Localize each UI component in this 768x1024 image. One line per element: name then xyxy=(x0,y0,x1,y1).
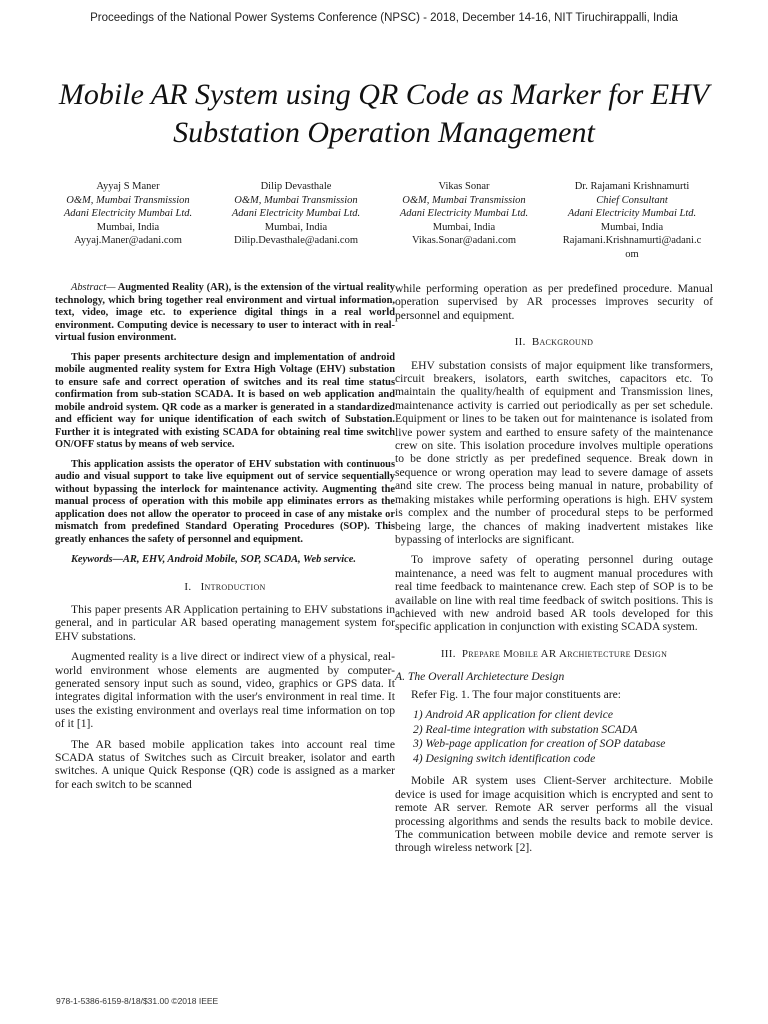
intro-paragraph-1: This paper presents AR Application pertaining to EHV substations in general, and in particular AR based operating management system for EHV substations. xyxy=(55,602,395,643)
author-name: Ayyaj S Maner xyxy=(96,181,160,192)
left-column xyxy=(55,282,395,798)
author-organization: Adani Electricity Mumbai Ltd. xyxy=(567,208,697,220)
abstract-paragraph-2: This paper presents architecture design and implementation of android mobile augmented reality system for Extra High Voltage (EHV) substation to ensure safe and correct operation of switches and its real time status confirmation from sub-station SCADA. It is based on web application and mobile android system. QR code as a marker is generated in a standardized and efficient way for unique identification of each switch of Substation. Further it is integrated with existing SCADA for obtaining real time switch ON/OFF status by means of web service. xyxy=(55,351,395,450)
author-organization: Adani Electricity Mumbai Ltd. xyxy=(231,208,361,220)
author-email: Vikas.Sonar@adani.com xyxy=(411,235,517,247)
author-city: Mumbai, India xyxy=(432,221,496,233)
list-item: 3) Web-page application for creation of SOP database xyxy=(413,737,666,751)
section-title: Prepare Mobile AR Archietecture Design xyxy=(461,647,668,660)
section-title: Introduction xyxy=(200,580,266,593)
keywords: Keywords—AR, EHV, Android Mobile, SOP, SCADA, Web service. xyxy=(71,554,356,565)
author-affiliation: Chief Consultant xyxy=(596,194,668,206)
copyright-footer: 978-1-5386-6159-8/18/$31.00 ©2018 IEEE xyxy=(56,996,219,1006)
intro-paragraph-3: The AR based mobile application takes into account real time SCADA status of Switches such as Circuit breaker, isolator and earth switches. A unique Quick Response (QR) code is assigned as a marker for each switch to be scanned xyxy=(55,737,395,791)
author-name: Vikas Sonar xyxy=(438,181,490,192)
list-item: 2) Real-time integration with substation SCADA xyxy=(413,722,638,736)
conference-header: Proceedings of the National Power Systems Conference (NPSC) - 2018, December 14-16, NIT Tiruchirappalli, India xyxy=(90,12,678,24)
author-email-continued: om xyxy=(625,248,639,260)
author-email: Dilip.Devasthale@adani.com xyxy=(234,235,358,247)
section-heading-background xyxy=(395,336,713,349)
author-affiliation: O&M, Mumbai Transmission xyxy=(234,194,358,206)
title-line-2: Substation Operation Management xyxy=(173,116,595,149)
author-4 xyxy=(544,180,720,262)
abstract xyxy=(55,282,395,546)
abstract-lead: Abstract— xyxy=(71,282,116,293)
continued-paragraph: while performing operation as per predefined procedure. Manual operation supervised by AR processes improves security of personnel and equipment. xyxy=(395,282,713,322)
author-organization: Adani Electricity Mumbai Ltd. xyxy=(399,208,529,220)
author-city: Mumbai, India xyxy=(600,221,664,233)
author-name: Dilip Devasthale xyxy=(260,181,332,192)
author-email: Ayyaj.Maner@adani.com xyxy=(74,235,182,247)
author-2 xyxy=(208,180,384,248)
design-intro: Refer Fig. 1. The four major constituents are: xyxy=(411,687,622,701)
author-city: Mumbai, India xyxy=(96,221,160,233)
intro-paragraph-2: Augmented reality is a live direct or indirect view of a physical, real-world environment whose elements are augmented by computer-generated sensory input such as sound, video, graphics or GPS data. It integrates digital information with the user's environment in real time. It uses the existing environment and overlays real time information on top of it [1]. xyxy=(55,650,395,731)
author-1 xyxy=(40,180,216,248)
section-heading-design xyxy=(395,648,713,661)
title-line-1: Mobile AR System using QR Code as Marker for EHV xyxy=(58,78,710,111)
right-column xyxy=(395,282,713,862)
author-email: Rajamani.Krishnamurti@adani.c xyxy=(562,235,702,247)
author-affiliation: O&M, Mumbai Transmission xyxy=(402,194,526,206)
list-item: 4) Designing switch identification code xyxy=(413,751,596,765)
background-paragraph-2: To improve safety of operating personnel during outage maintenance, a need was felt to augment manual procedures with real time feedback to maintenance crew. Each step of SOP is to be available on line with real time feedback of switch positions. This is achieved with new android based AR tools developed for this specific application in conjunction with existing SCADA system. xyxy=(395,553,713,634)
abstract-paragraph-3: This application assists the operator of EHV substation with continuous audio and visual support to take live equipment out of service sequentially without bypassing the interlock for maintenance activity. Augmenting the manual process of operation with this mobile app eliminates errors as the application does not allow the operator to proceed in case of any mistake or mismatch from predefined Standard Operating Procedures (SOP). This greatly enhances the safety of personnel and equipment. xyxy=(55,458,395,545)
list-item: 1) Android AR application for client device xyxy=(413,707,614,721)
section-heading-introduction xyxy=(55,581,395,594)
section-title: Background xyxy=(531,336,594,349)
constituents-list xyxy=(395,708,713,766)
design-paragraph-1: Mobile AR system uses Client-Server architecture. Mobile device is used for image acquisition which is encrypted and sent to remote AR server. Remote AR server performs all the visual processing algorithms and sends the results back to mobile device. The communication between mobile device and remote server is through wireless network [2]. xyxy=(395,774,713,855)
section-number: I. xyxy=(184,580,192,593)
abstract-paragraph-1 xyxy=(55,282,395,345)
author-3 xyxy=(376,180,552,248)
paper-title xyxy=(20,76,748,152)
author-name: Dr. Rajamani Krishnamurti xyxy=(574,181,690,192)
author-affiliation: O&M, Mumbai Transmission xyxy=(66,194,190,206)
author-organization: Adani Electricity Mumbai Ltd. xyxy=(63,208,193,220)
author-city: Mumbai, India xyxy=(264,221,328,233)
author-block xyxy=(40,180,740,258)
section-number: II. xyxy=(514,336,526,349)
abstract-text-1: Augmented Reality (AR), is the extension of the virtual reality technology, which bring together real environment and virtual information, text, video, image etc. to experience digital things in a real world environment. Computing device is necessary to user to interact with in real-virtual fusion environment. xyxy=(55,282,395,343)
subsection-heading: A. The Overall Archietecture Design xyxy=(395,670,565,684)
section-number: III. xyxy=(440,647,456,660)
background-paragraph-1: EHV substation consists of major equipment like transformers, circuit breakers, isolators, earth switches, capacitors etc. To maintain the quality/health of equipment and Transmission lines, maintenance activity is carried out periodically as per set schedule. Equipment or lines to be taken out for maintenance is isolated from live power system and earthed to ensure safety of the maintenance crew on site. This isolation procedure involves multiple operations to be done strictly as per predefined sequence. Break down in sequence or wrong operation may lead to severe damage of assets and site crew. The process being manual in nature, probability of making mistakes while performing operations is high. EHV system is complex and the number of procedural steps to be performed being large, the chances of making inadvertent mistakes like bypassing of interlocks are significant. xyxy=(395,358,713,546)
